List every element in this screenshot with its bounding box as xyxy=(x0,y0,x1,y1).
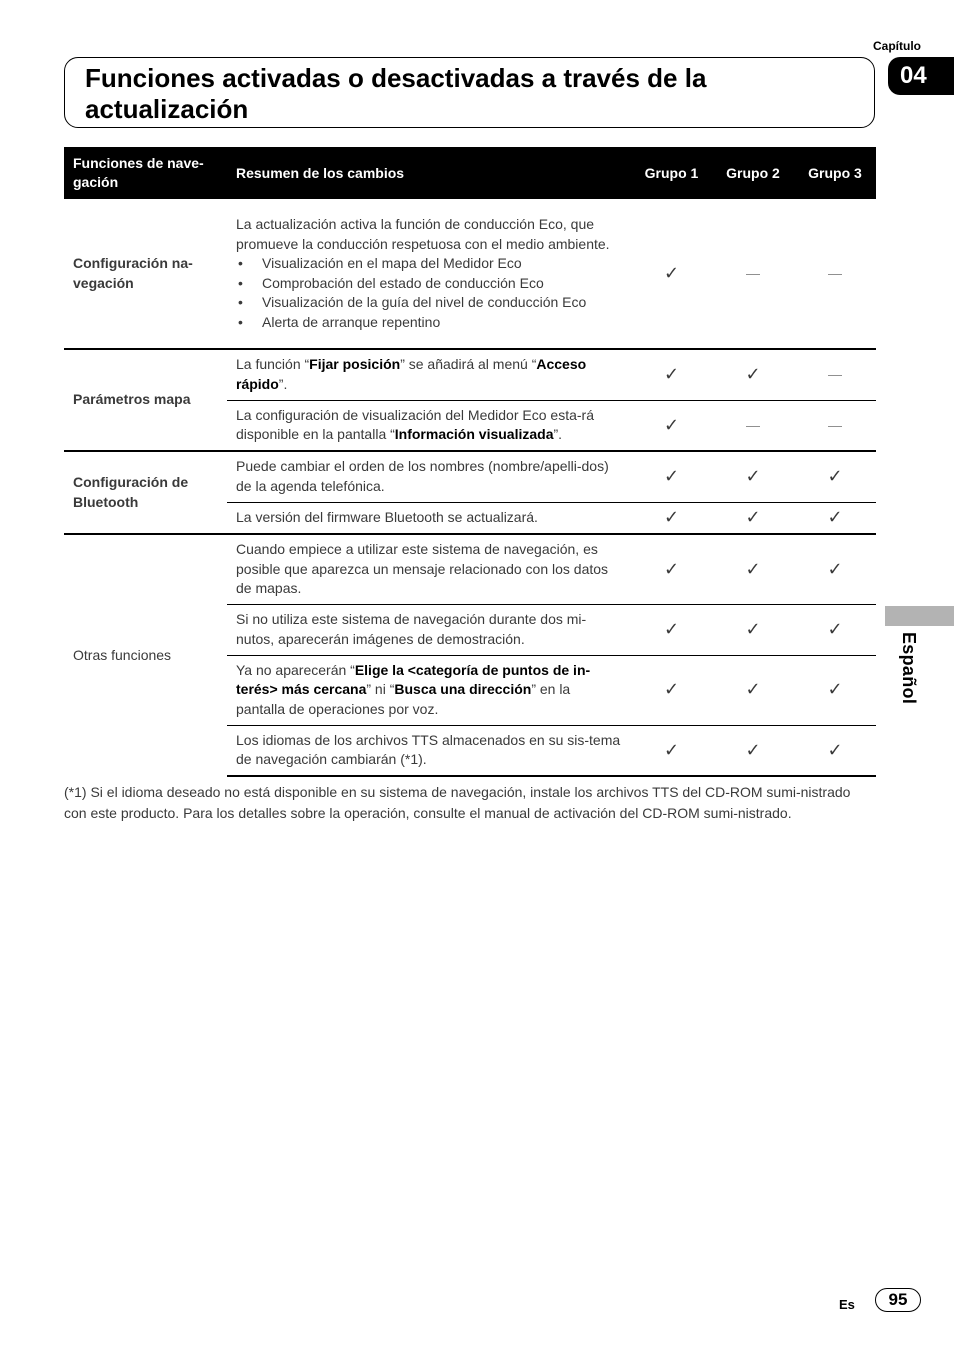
header-function: Funciones de nave-gación xyxy=(64,147,227,199)
summary-text: ” se añadirá al menú “ xyxy=(400,356,537,373)
header-summary: Resumen de los cambios xyxy=(227,147,631,199)
summary-cell xyxy=(227,655,631,725)
language-side-label: Español xyxy=(899,632,919,705)
function-cell: Parámetros mapa xyxy=(64,349,227,451)
summary-cell: Cuando empiece a utilizar este sistema de navegación, es posible que aparezca un mensaje relacionado con los datos de mapas. xyxy=(227,534,631,604)
group-2-mark: ✓ xyxy=(712,451,794,502)
chapter-number-badge: 04 xyxy=(888,57,954,95)
voice-command-name: Elige la <categoría de puntos de in-terés> más cercana xyxy=(236,661,591,698)
group-1-mark: ✓ xyxy=(631,400,712,451)
menu-item-name: Fijar posición xyxy=(309,356,401,373)
group-2-mark: ✓ xyxy=(712,502,794,534)
group-3-mark: — xyxy=(828,264,842,281)
header-group-1: Grupo 1 xyxy=(631,147,712,199)
summary-text: Ya no aparecerán “ xyxy=(236,661,355,678)
table-row xyxy=(64,451,876,502)
summary-cell: Puede cambiar el orden de los nombres (nombre/apelli-dos) de la agenda telefónica. xyxy=(227,451,631,502)
group-1-mark: ✓ xyxy=(631,451,712,502)
table-row xyxy=(64,534,876,604)
list-item: • Alerta de arranque repentino xyxy=(236,313,622,333)
group-1-mark: ✓ xyxy=(631,534,712,604)
group-3-mark: — xyxy=(794,400,876,451)
function-cell: Configuración na-vegación xyxy=(73,255,193,291)
group-3-mark: ✓ xyxy=(794,604,876,655)
group-2-mark: — xyxy=(746,264,760,281)
summary-cell: La versión del firmware Bluetooth se actualizará. xyxy=(227,502,631,534)
summary-text: La configuración de visualización del Medidor Eco esta-rá disponible en la pantalla “ xyxy=(236,406,594,443)
summary-cell xyxy=(227,400,631,451)
group-2-mark: ✓ xyxy=(712,725,794,776)
list-item: • Comprobación del estado de conducción Eco xyxy=(236,274,622,294)
group-3-mark: ✓ xyxy=(794,534,876,604)
footer-language-code: Es xyxy=(839,1297,855,1312)
footnote: (*1) Si el idioma deseado no está disponible en su sistema de navegación, instale los archivos TTS del CD-ROM sumi-nistrado con este producto. Para los detalles sobre la operación, consulte el manual de activación del CD-ROM sumi-nistrado. xyxy=(64,784,851,821)
group-2-mark: ✓ xyxy=(712,604,794,655)
list-item: • Visualización de la guía del nivel de conducción Eco xyxy=(236,293,622,313)
table-row xyxy=(64,199,876,349)
group-2-mark: ✓ xyxy=(712,349,794,400)
screen-name: Información visualizada xyxy=(394,426,554,443)
group-1-mark: ✓ xyxy=(631,604,712,655)
group-3-mark: ✓ xyxy=(794,502,876,534)
language-tab-marker xyxy=(885,606,954,626)
features-table xyxy=(64,147,876,777)
group-3-mark: ✓ xyxy=(794,451,876,502)
function-cell: Otras funciones xyxy=(64,534,227,776)
summary-text: ” en la pantalla de operaciones por voz. xyxy=(236,681,571,717)
summary-cell: Si no utiliza este sistema de navegación durante dos mi-nutos, aparecerán imágenes de demostración. xyxy=(227,604,631,655)
function-cell: Configuración de Bluetooth xyxy=(64,451,227,534)
page-title: Funciones activadas o desactivadas a través de la actualización xyxy=(85,63,707,124)
summary-text: La actualización activa la función de conducción Eco, que promueve la conducción respetuosa con el medio ambiente. xyxy=(236,216,610,252)
title-box xyxy=(64,57,875,128)
list-item: • Visualización en el mapa del Medidor Eco xyxy=(236,254,622,274)
group-2-mark: ✓ xyxy=(712,655,794,725)
voice-command-name: Busca una dirección xyxy=(394,681,532,698)
table-row xyxy=(64,349,876,400)
group-1-mark: ✓ xyxy=(663,262,680,283)
table-header-row xyxy=(64,147,876,199)
group-3-mark: ✓ xyxy=(794,725,876,776)
group-2-mark: — xyxy=(712,400,794,451)
group-1-mark: ✓ xyxy=(631,502,712,534)
summary-text: La función “ xyxy=(236,356,310,373)
header-group-3: Grupo 3 xyxy=(794,147,876,199)
summary-cell xyxy=(227,349,631,400)
summary-bullet-list xyxy=(236,254,622,332)
header-group-2: Grupo 2 xyxy=(712,147,794,199)
menu-name: Acceso rápido xyxy=(236,356,587,392)
group-1-mark: ✓ xyxy=(631,349,712,400)
summary-text: ”. xyxy=(553,426,563,443)
group-2-mark: ✓ xyxy=(712,534,794,604)
page-number: 95 xyxy=(875,1288,921,1312)
chapter-label: Capítulo xyxy=(873,39,921,53)
summary-cell: Los idiomas de los archivos TTS almacenados en su sis-tema de navegación cambiarán (*1). xyxy=(227,725,631,776)
group-1-mark: ✓ xyxy=(631,655,712,725)
group-3-mark: ✓ xyxy=(794,655,876,725)
summary-text: ” ni “ xyxy=(366,681,395,698)
summary-cell xyxy=(227,199,631,349)
group-1-mark: ✓ xyxy=(631,725,712,776)
summary-text: ”. xyxy=(278,375,288,392)
group-3-mark: — xyxy=(794,349,876,400)
